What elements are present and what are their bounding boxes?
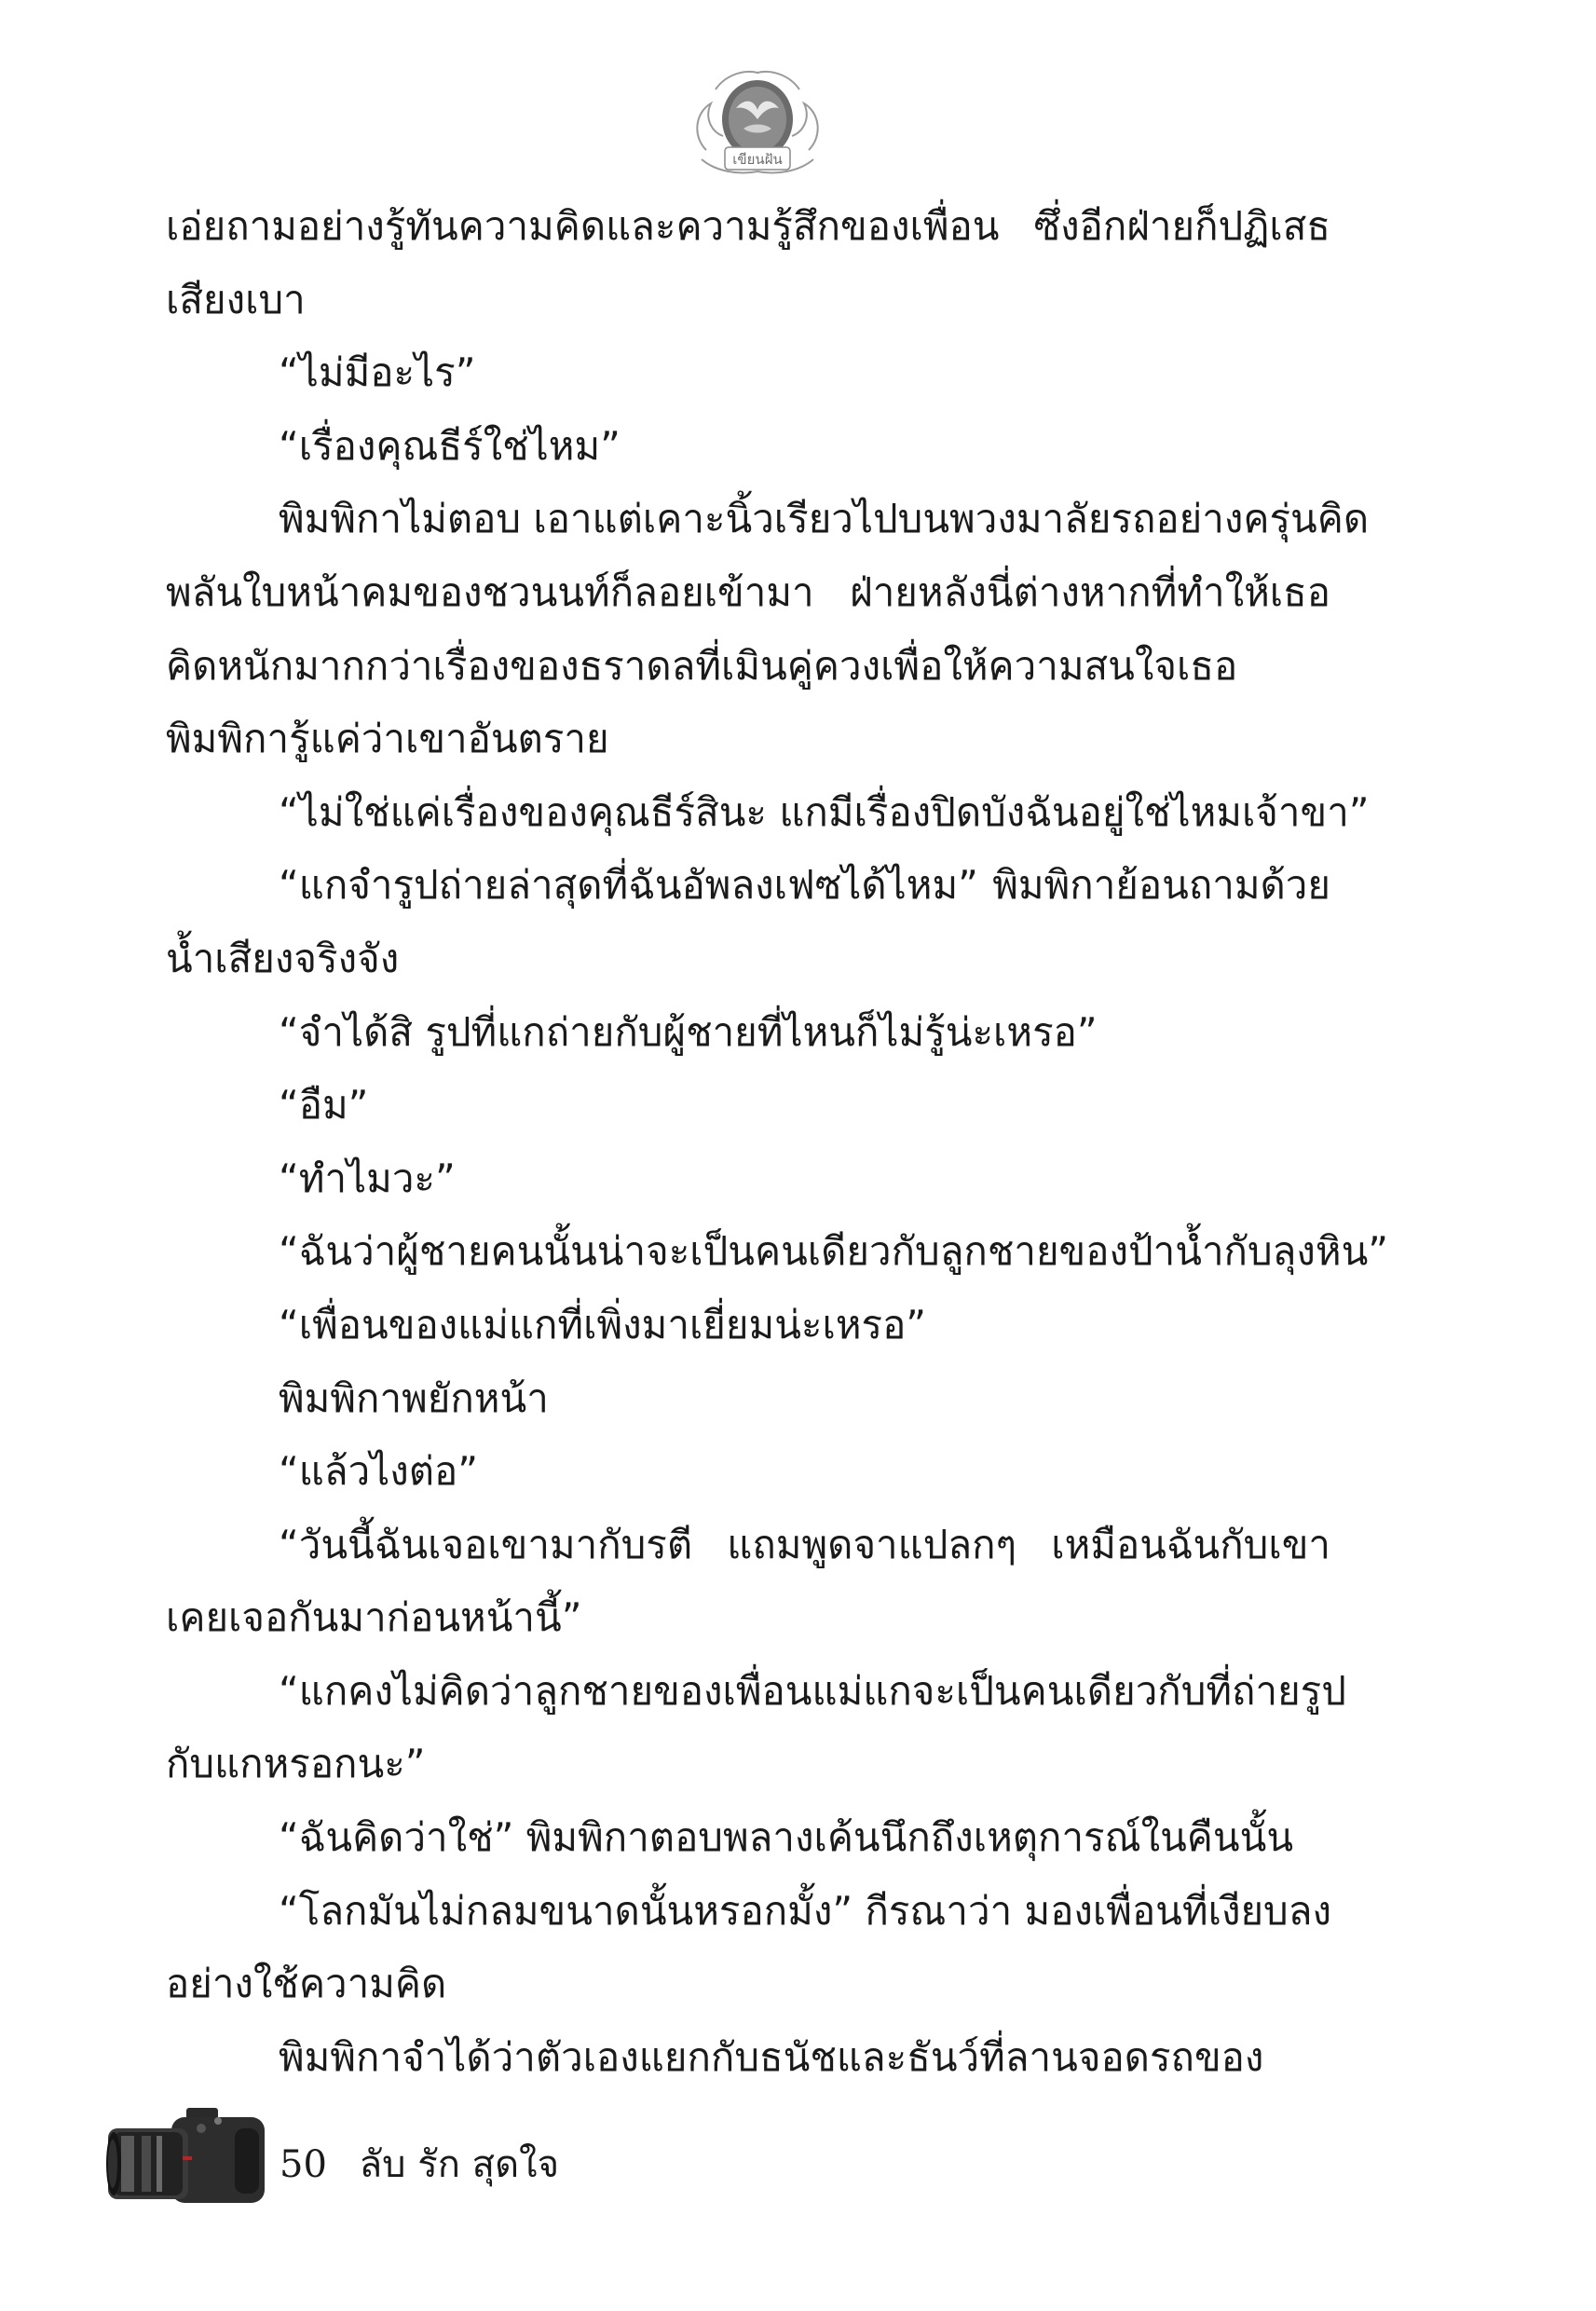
text-line: พลันใบหน้าคมของชวนนท์ก็ลอยเข้ามา ฝ่ายหลังนี่ต่างหากที่ทำให้เธอ	[166, 568, 1330, 615]
text-line: พิมพิกาจำได้ว่าตัวเองแยกกับธนัชและธันว์ที่ลานจอดรถของ	[279, 2033, 1264, 2080]
ornamental-crest-logo-icon	[688, 62, 827, 183]
text-line: คิดหนักมากกว่าเรื่องของธราดลที่เมินคู่ควงเพื่อให้ความสนใจเธอ	[166, 642, 1238, 689]
text-line: “โลกมันไม่กลมขนาดนั้นหรอกมั้ง” กีรณาว่า มองเพื่อนที่เงียบลง	[279, 1887, 1331, 1934]
text-line: กับแกหรอกนะ”	[166, 1741, 426, 1787]
text-line: “ฉันว่าผู้ชายคนนั้นน่าจะเป็นคนเดียวกับลูกชายของป้าน้ำกับลุงหิน”	[279, 1228, 1389, 1275]
text-line: “เพื่อนของแม่แกที่เพิ่งมาเยี่ยมน่ะเหรอ”	[279, 1301, 927, 1347]
text-line: เสียงเบา	[166, 276, 306, 322]
footer-text	[280, 2134, 559, 2194]
dslr-camera-icon	[104, 2100, 272, 2212]
text-line: อย่างใช้ความคิด	[166, 1961, 447, 2007]
logo-text: เขียนฝัน	[732, 151, 783, 168]
text-line: “แล้วไงต่อ”	[279, 1448, 479, 1495]
body-text	[166, 190, 1389, 2094]
text-line: “ไม่ใช่แค่เรื่องของคุณธีร์สินะ แกมีเรื่องปิดบังฉันอยู่ใช่ไหมเจ้าขา”	[279, 788, 1370, 835]
text-line: เอ่ยถามอย่างรู้ทันความคิดและความรู้สึกของเพื่อน ซึ่งอีกฝ่ายก็ปฏิเสธ	[166, 203, 1330, 249]
text-line: “ฉันคิดว่าใช่” พิมพิกาตอบพลางเค้นนึกถึงเหตุการณ์ในคืนนั้น	[279, 1814, 1294, 1861]
text-line: พิมพิการู้แค่ว่าเขาอันตราย	[166, 716, 609, 762]
text-line: “วันนี้ฉันเจอเขามากับรตี แถมพูดจาแปลกๆ เหมือนฉันกับเขา	[279, 1521, 1330, 1567]
text-line: “แกจำรูปถ่ายล่าสุดที่ฉันอัพลงเฟซได้ไหม” พิมพิกาย้อนถามด้วย	[279, 862, 1330, 909]
text-line: “ไม่มีอะไร”	[279, 349, 476, 396]
text-line: เคยเจอกันมาก่อนหน้านี้”	[166, 1594, 582, 1641]
page-footer	[0, 2100, 652, 2222]
text-line: “อืม”	[279, 1082, 369, 1128]
text-line: พิมพิกาไม่ตอบ เอาแต่เคาะนิ้วเรียวไปบนพวงมาลัยรถอย่างครุ่นคิด	[279, 496, 1370, 542]
text-line: “จำได้สิ รูปที่แกถ่ายกับผู้ชายที่ไหนก็ไม่รู้น่ะเหรอ”	[279, 1008, 1098, 1055]
text-line: “เรื่องคุณธีร์ใช่ไหม”	[279, 422, 621, 469]
text-line: “แกคงไม่คิดว่าลูกชายของเพื่อนแม่แกจะเป็นคนเดียวกับที่ถ่ายรูป	[279, 1667, 1346, 1714]
book-title: ลับ รัก สุดใจ	[359, 2143, 560, 2186]
text-line: “ทำไมวะ”	[279, 1155, 456, 1201]
text-line: พิมพิกาพยักหน้า	[279, 1374, 549, 1421]
text-line: น้ำเสียงจริงจัง	[166, 935, 400, 981]
page-number: 50	[280, 2143, 327, 2186]
